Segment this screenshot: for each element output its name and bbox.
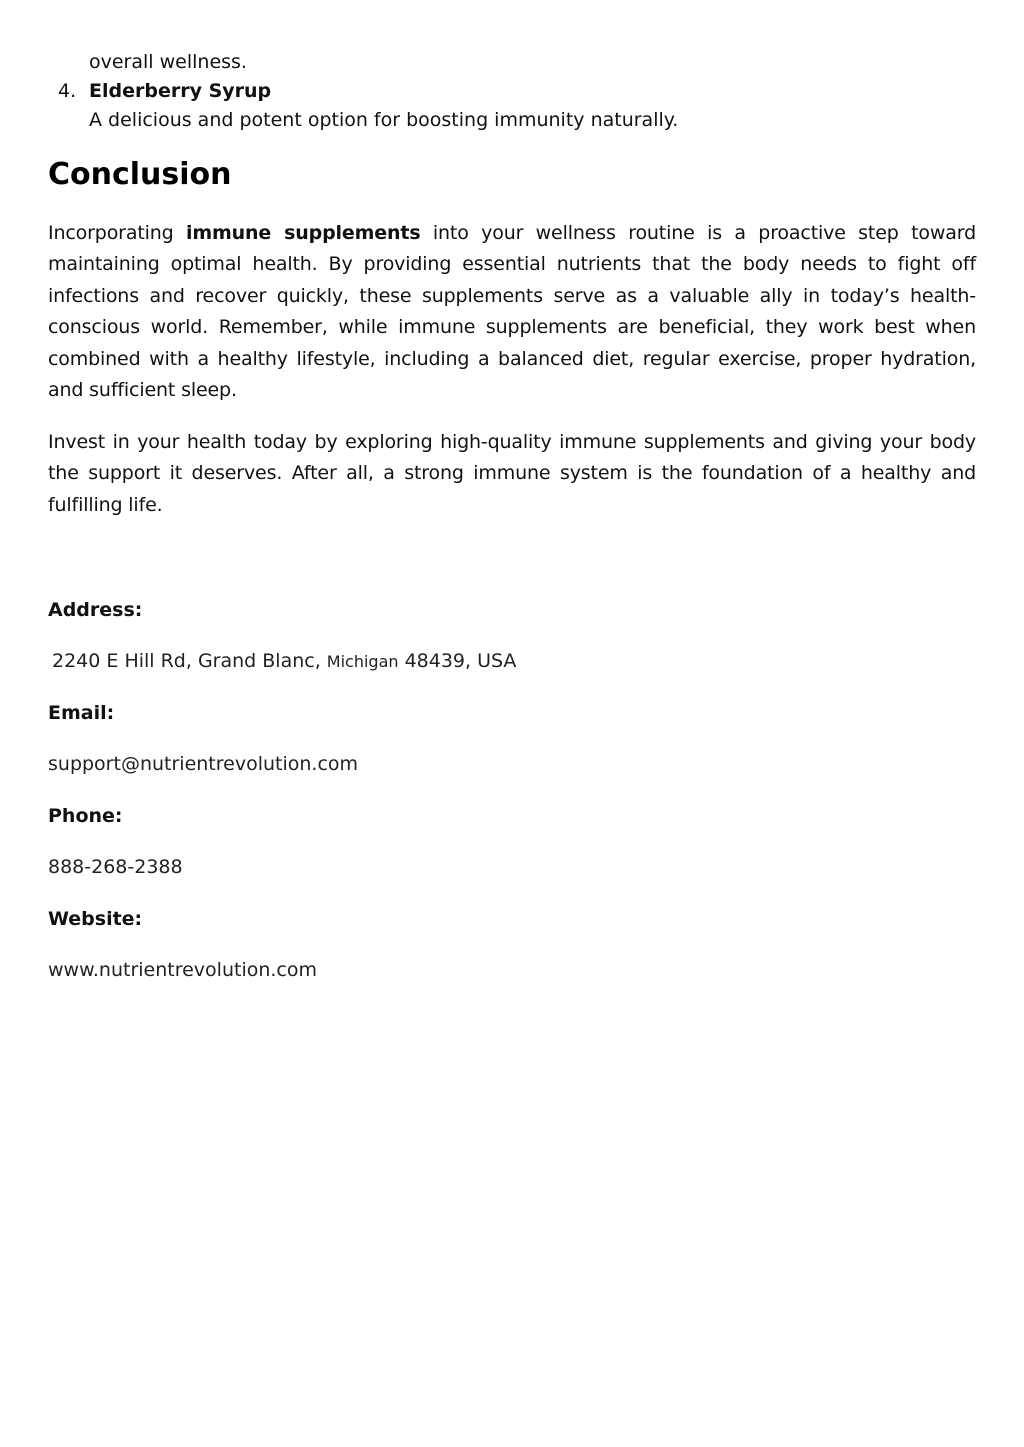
- previous-list-item-tail: overall wellness.: [89, 51, 247, 73]
- list-item-description: A delicious and potent option for boosting immunity naturally.: [89, 109, 679, 131]
- conclusion-paragraph-2: Invest in your health today by exploring high-quality immune supplements and giving your body the support it deserves. After all, a strong immune system is the foundation of a healthy and fulfilling life.: [48, 431, 976, 516]
- list-item-title: Elderberry Syrup: [89, 80, 272, 102]
- bold-phrase-immune-supplements: immune supplements: [185, 222, 421, 244]
- conclusion-heading: Conclusion: [48, 157, 232, 192]
- email-label: Email:: [48, 702, 115, 724]
- conclusion-paragraph-1: [48, 218, 976, 406]
- website-label: Website:: [48, 908, 143, 930]
- address-street-city: 2240 E Hill Rd, Grand Blanc,: [52, 650, 327, 672]
- address-value: [52, 648, 516, 675]
- list-item-number: 4.: [58, 80, 77, 102]
- email-value: support@nutrientrevolution.com: [48, 753, 359, 775]
- website-value: www.nutrientrevolution.com: [48, 959, 318, 981]
- phone-label: Phone:: [48, 805, 123, 827]
- address-zip-country: 48439, USA: [398, 650, 517, 672]
- paragraph-text-start: Incorporating: [48, 222, 186, 244]
- address-label: Address:: [48, 599, 143, 621]
- address-state: Michigan: [326, 652, 399, 671]
- paragraph-text-rest: into your wellness routine is a proactive step toward maintaining optimal health. By providing essential nutrients that the body needs to fight off infections and recover quickly, these supplements serve as a valuable ally in today’s health-conscious world. Remember, while immune supplements are beneficial, they work best when combined with a healthy lifestyle, including a balanced diet, regular exercise, proper hydration, and sufficient sleep.: [48, 222, 976, 402]
- phone-value: 888-268-2388: [48, 856, 183, 878]
